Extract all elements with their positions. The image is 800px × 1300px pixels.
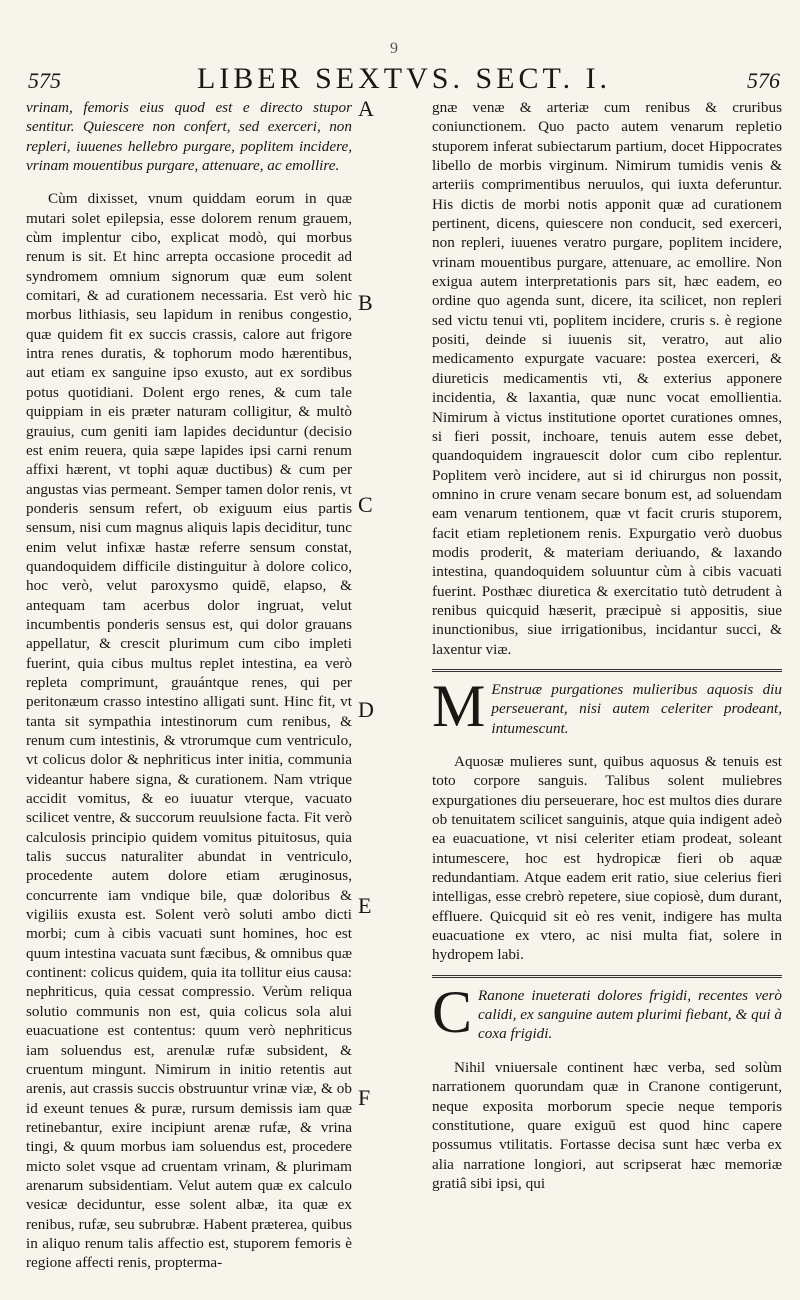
ornamental-rule [432,975,782,978]
section-letter-a: A [358,96,374,121]
page-number-left: 575 [28,68,61,93]
section-letter-c: C [358,492,373,517]
right-column [432,98,782,1193]
aphorism-lemma: vrinam, femoris eius quod est e directo stupor sentitur. Quiescere non confert, sed exerceri, non repleri, iuuenes hellebro purgare, poplitem incidere, vrinam mouentibus purgare, attenuare, ac emollire. [26,99,352,175]
commentary-paragraph: Aquosæ mulieres sunt, quibus aquosus & tenuis est toto corpore sanguis. Talibus solent muliebres expurgationes diu perseuerare, hoc est multos dies durare ob tenuitatem scilicet sanguinis, atque quia indigent adeò ea euacuatione, vt nisi celeriter etiam prodeat, soleant intumescere, hoc est hydropicæ fieri ob aquæ redundantiam. Atque eadem erit ratio, siue celerius fieri intelligas, esse crebrò repetere, siue copiosè, dum durant, effluere. Quicquid sit eò res venit, indigere has multa euacuatione ex vtero, ac nisi multa fiat, solere in hydropem labi. [432,753,782,964]
aphorism-lemma [432,978,782,1045]
running-title: LIBER SEXTVS. SECT. I. [196,62,612,95]
lemma-text: Enstruæ purgationes mulieribus aquosis diu perseuerant, nisi autem celeriter prodeant, intumescunt. [491,680,782,737]
page-number-right: 576 [747,68,780,93]
drop-cap: C [432,978,473,1045]
lemma-text: Ranone inueterati dolores frigidi, recentes verò calidi, ex sanguine autem plurimi fiebant, & qui à coxa frigidi. [478,986,782,1043]
commentary-paragraph: Cùm dixisset, vnum quiddam eorum in quæ mutari solet epilepsia, esse dolorem renum grauem, cùm implentur cibo, explicat modò, qui morbus renum is sit. Et hinc arrepta occasione procedit ad syndromem omnium signorum quæ eum solent comitari, & ad curationem necessaria. Est verò hic morbus lithiasis, seu lapidum in renibus congestio, quæ quidem fit ex succis crassis, calore aut frigore intra renes duratis, & tophorum modo hærentibus, aut etiam ex sanguine ipso exusto, aut ex sordibus potus quotidiani. Dolent ergo renes, & cum tale quippiam in eis præter naturam colligitur, & multò grauius, cum geniti iam lapides deciduntur (decisio est enim reuera, quia sæpe lapides ipsi carni renum affixi hærent, vt tophi aquæ ductibus) & cum per angustas vias permeant. Semper tamen dolor renis, vt ponderis sensum refert, ob exiguum eius partis sensum, nisi cum magnus aliquis lapis deciditur, tunc enim velut infixæ hastæ referre sensum constat, quandoquidem difficile distinguitur à dolore colico, hoc verò, velut paroxysmo quidē, elapso, & antequam tam acerbus dolor ingruat, velut incumbentis ponderis sensus est, qui dolor grauans appellatur, & crescit plurimum cum cibo impleti fuerint, quia cibus multus replet intestina, ea verò repleta comprimunt, grauántque renes, qui per peritonæum crasso intestino alligati sunt. Hinc fit, vt tanta sit sympathia intestinorum cum renibus, & renum cum intestinis, & vtrorumque cum ventriculo, vt colicus dolor & nephriticus inter initia, communia videantur habere signa, & curationem. Nam vtrique accidit vomitus, & eo iuuatur vterque, vacuato scilicet ventre, & succorum reuulsione facta. Fit verò calculosis principio quidem vomitus pituitosus, quia talis succus naturaliter abundat in ventriculo, procedente autem dolore etiam æruginosus, concurrente iam vndique bile, quæ doloribus & vigiliis exusta est. Solent verò soluti ambo dicti morbi; cum à cibis vacuati sunt homines, hoc est quum intestina vacuata sunt fæcibus, & omnibus quæ continent: colicus quidem, quia ita tollitur eius causa: nephriticus, quia cessat compressio. Verùm reliqua solutio communis non est, quia colicus sola alui euacuatione est contentus: quum verò nephriticus iam soluendus est, arenulæ rufæ subsident, & cruentum mingunt. Nimirum in initio retentis aut arenis, aut crassis succis obstruuntur vrinæ viæ, & ob id exeunt tenues & puræ, rursum demissis iam quæ retinebantur, exire incipiunt arenæ rufæ, & vrina tingi, & quum morbus iam soluendus est, procedere micto solet vsque ad cruentam vrinam, & plurimam arenarum subsidentiam. Velut autem quæ ex calculo vesicæ deciduntur, esse solent albæ, ita quæ ex renibus, rufæ, seu subrubræ. Habent præterea, quibus in aliquo renum talis affectio est, stuporem femoris è regione affecti renis, propterma- [26,190,352,1272]
signature-mark: 9 [390,40,398,57]
section-letter-b: B [358,290,373,315]
commentary-paragraph: gnæ venæ & arteriæ cum renibus & cruribus coniunctionem. Quo pacto autem venarum repletio stuporem inferat subiectarum partium, docet Hippocrates libello de morbis virginum. Nimirum tumidis venis & arteriis comprimentibus neruulos, qui iuxta deferuntur. His dictis de morbi notis apponit quæ ad curationem pertinent, dicens, quiescere non conducit, sed exerceri, non repleri, iuuenes veratro purgare, poplitem incidere, vrinam mouentibus purgare, attenuare, ac emollire. Non exigua autem interpretationis pars sit, hæc eadem, eo ordine quo agenda sunt, dicere, ita scilicet, non repleri sed victu tenui vti, poplitem incidere, cruris s. è regione positi, deinde si iuuenis sit, veratro, aut alio medicamento expurgate vacuare: postea exerceri, & diureticis medicamentis vti, & exterius apponere incidentia, & laxantia, quæ nunc vocat emollientia. Nimirum à victus institutione oportet curationes omnes, si fieri possit, inchoare, tenuis autem esse debet, quandoquidem ingrauescit dolor cum cibo replentur. Poplitem verò incidere, aut si id chirurgus non possit, omnino in crure venam secare bonum est, ad soluendam eam venarum tentionem, quæ vt facit cruris stuporem, facit etiam repletionem renis. Expurgatio verò duobus modis proderit, & materiam deriuando, & laxando intestina, quandoquidem soluuntur cùm à cibis vacuati fuerint. Posthæc diuretica & exercitatio tutò detrudent à renibus quicquid hæserit, præcipuè si appositis, siue inunctionibus, siue irrigationibus, incidantur succi, & laxentur viæ. [432,99,782,658]
aphorism-lemma [432,672,782,739]
drop-cap: M [432,672,486,739]
section-letter-e: E [358,893,372,918]
left-column [26,98,352,1273]
commentary-paragraph: Nihil vniuersale continent hæc verba, sed solùm narrationem quorundam quæ in Cranone contigerunt, neque exposita morborum specie neque temporis constitutione, quare exiguū est quod hinc capere possumus vtilitatis. Fortasse decisa sunt hæc verba ex alia narratione longiori, aut scripserat hæc memoriæ gratiâ sibi ipsi, qui [432,1058,782,1192]
page-header [28,62,780,98]
section-letter-f: F [358,1085,371,1110]
section-letter-d: D [358,697,374,722]
ornamental-rule [432,669,782,672]
